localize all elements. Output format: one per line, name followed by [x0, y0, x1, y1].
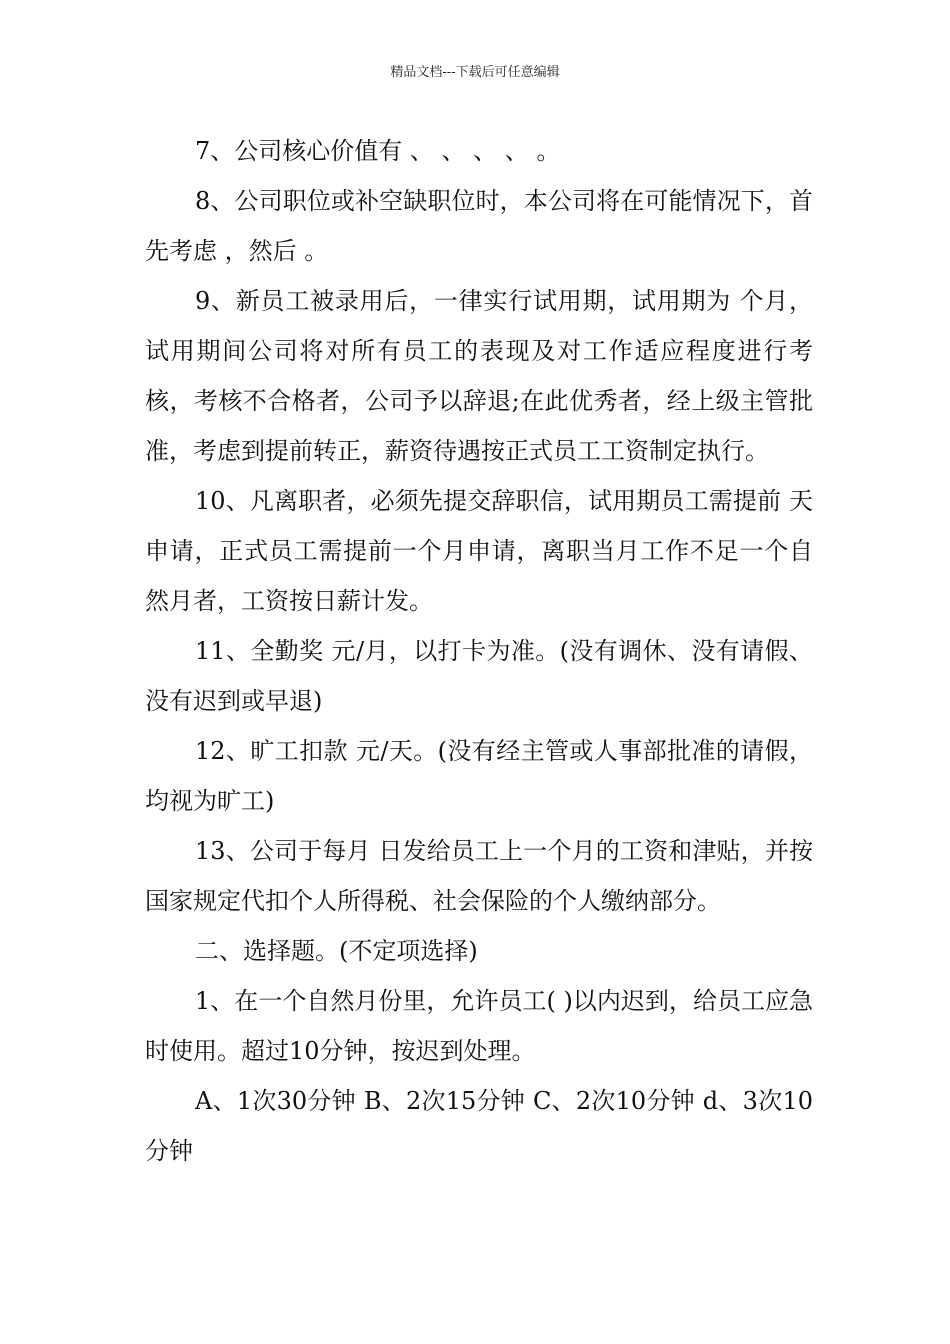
paragraph-item-8: 8、公司职位或补空缺职位时，本公司将在可能情况下，首先考虑 ，然后 。 [145, 187, 813, 265]
paragraph-item-11: 11、全勤奖 元/月，以打卡为准。(没有调休、没有请假、没有迟到或早退) [145, 637, 813, 715]
page-header: 精品文档---下载后可任意编辑 [390, 65, 560, 80]
paragraph-item-9: 9、新员工被录用后，一律实行试用期，试用期为 个月，试用期间公司将对所有员工的表现及对工作适应程度进行考核，考核不合格者，公司予以辞退;在此优秀者，经上级主管批准，考虑到提前转正，薪资待遇按正式员工工资制定执行。 [145, 287, 813, 465]
question-1: 1、在一个自然月份里，允许员工( )以内迟到，给员工应急时使用。超过10分钟，按迟到处理。 [145, 987, 813, 1065]
section-heading-choice: 二、选择题。(不定项选择) [195, 937, 478, 965]
paragraph-item-7: 7、公司核心价值有 、 、 、 、 。 [195, 137, 561, 165]
document-body [145, 126, 813, 1176]
paragraph-item-10: 10、凡离职者，必须先提交辞职信，试用期员工需提前 天申请，正式员工需提前一个月申请，离职当月工作不足一个自然月者，工资按日薪计发。 [145, 487, 813, 615]
question-1-options: A、1次30分钟 B、2次15分钟 C、2次10分钟 d、3次10分钟 [145, 1087, 813, 1165]
paragraph-item-12: 12、旷工扣款 元/天。(没有经主管或人事部批准的请假，均视为旷工) [145, 737, 813, 815]
paragraph-item-13: 13、公司于每月 日发给员工上一个月的工资和津贴，并按国家规定代扣个人所得税、社会保险的个人缴纳部分。 [145, 837, 813, 915]
